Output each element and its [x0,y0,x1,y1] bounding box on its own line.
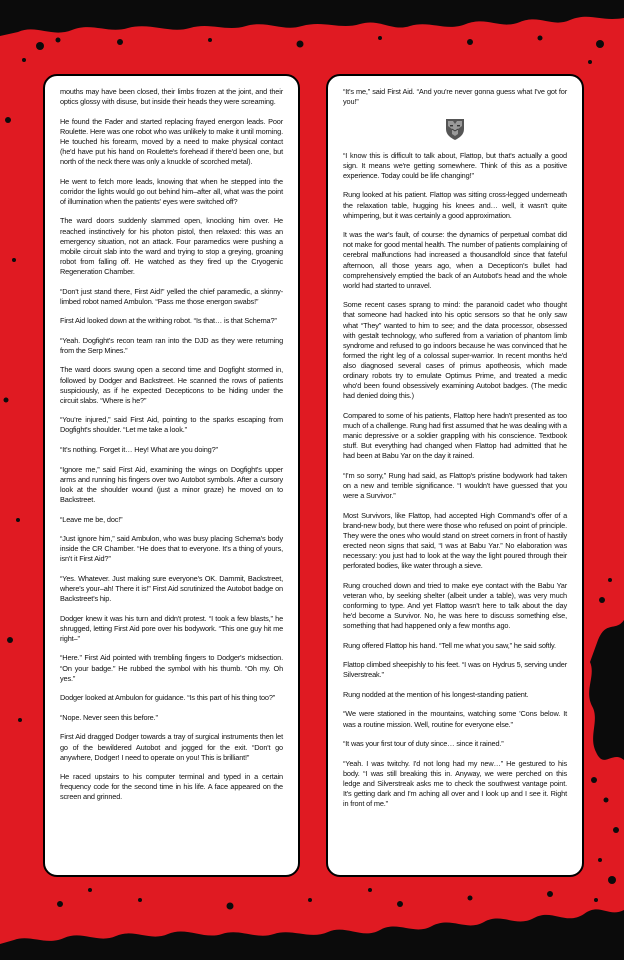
paragraph: “Just ignore him,” said Ambulon, who was busy placing Schema's body inside the CR Chamber. “He does that to everyone. It's a thing of yours, isn't it First Aid?” [60,534,283,564]
paragraph: “I know this is difficult to talk about, Flattop, but that's actually a good sign. It means we're getting somewhere. Think of this as a positive experience. Today could be life changing!” [343,150,567,180]
paragraph: “You're injured,” said First Aid, pointing to the sparks escaping from Dogfight's shoulder. “Let me take a look.” [60,415,283,435]
paragraph: First Aid looked down at the writhing robot. “Is that… is that Schema?” [60,316,277,326]
paragraph: Flattop climbed sheepishly to his feet. “I was on Hydrus 5, serving under Silverstreak.” [343,660,567,680]
paragraph: “It's nothing. Forget it… Hey! What are you doing?” [60,445,218,455]
paragraph: He went to fetch more leads, knowing that when he stepped into the corridor the lights would go out behind him–after all, what was the point of illumination when the patients' eyes were switched off? [60,176,283,206]
paragraph: He found the Fader and started replacing frayed energon leads. Poor Roulette. Here was one robot who was unlikely to make it until morning. He touched his forearm, moved by a need to make physical contact (he'd have put his hand on Roulette's forehead if there'd been one, but north of the neck there was only a knuckle of scorched metal). [60,116,283,167]
left-text-column [43,74,300,877]
paragraph: It was the war's fault, of course: the dynamics of perpetual combat did not make for good mental health. The number of patients complaining of cerebral malfunctions had increased a thousandfold since that fateful afternoon, all those years ago, when a Decepticon's bullet had comprehensively emptied the back of an Autobot's head and the whole world had started to unravel. [343,230,567,290]
paragraph: Dodger knew it was his turn and didn't protest. “I took a few blasts,” he shrugged, letting First Aid pore over his bodywork. “This one guy hit me right–” [60,613,283,643]
paragraph: Compared to some of his patients, Flattop here hadn't presented as too much of a challenge. Rung had first assumed that he was dealing with a manic depressive or a soldier grappling with his conscience. Textbook stuff. But everything had changed when Flattop had admitted that he had been at Babu Yar on the day it rained. [343,410,567,461]
paragraph: “I'm so sorry,” Rung had said, as Flattop's pristine bodywork had taken on a new and terrible significance. “I wouldn't have guessed that you were a Survivor.” [343,470,567,500]
paragraph: The ward doors suddenly slammed open, knocking him over. He reached instinctively for his photon pistol, then relaxed: this was an emergency situation, not an attack. Four paramedics were pushing a mobile circuit slab into the ward and trying to stop a greying, groaning robot from falling off. He watched as they fired up the Cryogenic Regeneration Chamber. [60,216,283,276]
paragraph: “Yeah. I was twitchy. I'd not long had my new…” He gestured to his body. “I was still breaking this in. Anyway, we were perched on this ledge and Silverstreak asks me to check the southwest vantage point. It's getting dark and I'm aching all over and I look up and I see it. Right in front of me.” [343,758,567,809]
autobot-insignia-icon [444,117,466,141]
paragraph: Rung offered Flattop his hand. “Tell me what you saw,” he said softly. [343,640,556,650]
paragraph: “Leave me be, doc!” [60,514,123,524]
paragraph: “It's me,” said First Aid. “And you're never gonna guess what I've got for you!” [343,87,567,107]
paragraph: First Aid dragged Dodger towards a tray of surgical instruments then let go of the bewildered Autobot and jogged for the exit. “Don't go anywhere, Dodger! I need to operate on you! This is brilliant!” [60,732,283,762]
right-text-column [326,74,584,877]
paragraph: “Here.” First Aid pointed with trembling fingers to Dodger's midsection. “On your badge.” He rubbed the symbol with his thumb. “Oh my. Oh yes.” [60,653,283,683]
paragraph: He raced upstairs to his computer terminal and typed in a certain frequency code for the second time in his life. A face appeared on the screen and grinned. [60,772,283,802]
paragraph: “Nope. Never seen this before.” [60,712,158,722]
paragraph: “Yes. Whatever. Just making sure everyone's OK. Dammit, Backstreet, where's your–ah! There it is!” First Aid scrutinized the Autobot badge on Backstreet's hip. [60,573,283,604]
paragraph: “We were stationed in the mountains, watching some 'Cons below. It was a routine mission. Well, routine for everyone else.” [343,709,567,729]
paragraph: “Yeah. Dogfight's recon team ran into the DJD as they were returning from the Serp Mines.” [60,335,283,355]
paragraph: Some recent cases sprang to mind: the paranoid cadet who thought that someone had hacked into his optic sensors so that he only saw what “They” wanted to him to see; and the data processor, obsessed with gestalt technology, who suffered from a variation of phantom limb syndrome and refused to go indoors because he was convinced that he formed the right leg of a colossal super-warrior. In recent months he'd also diagnosed several cases of primus apotheosis, which made ordinary robots try to emulate Optimus Prime, and treated a medic who'd been found obsessively examining Autobot badges. (The medic had denied doing this.) [343,300,567,401]
paragraph: Rung nodded at the mention of his longest-standing patient. [343,689,529,699]
paragraph: “Ignore me,” said First Aid, examining the wings on Dogfight's upper arms and running his fingers over two Autobot symbols. After a cursory look at the shoulder wound (just a minor graze) he moved on to Backstreet. [60,464,283,504]
paragraph: Most Survivors, like Flattop, had accepted High Command's offer of a brand-new body, but there were those who refused on point of principle. They were the ones who would stand on street corners in front of hastily erected neon signs that said, “I was at Babu Yar.” No elaboration was necessary: you just had to look at the way the light poured through their perforated bodies, like water through a sieve. [343,510,567,570]
paragraph: “Don't just stand there, First Aid!” yelled the chief paramedic, a skinny-limbed robot named Ambulon. “Pass me those energon swabs!” [60,286,283,306]
paragraph: mouths may have been closed, their limbs frozen at the joint, and their optics glossy with disuse, but inside their heads they were screaming. [60,87,283,107]
paragraph: Rung looked at his patient. Flattop was sitting cross-legged underneath the relaxation table, hugging his knees and… well, it wasn't quite whimpering, but it was certainly a good approximation. [343,190,567,220]
paragraph: The ward doors swung open a second time and Dogfight stormed in, followed by Dodger and Backstreet. He scanned the rows of patients suspiciously, as if he expected Decepticons to be hiding under the circuit slabs. “Where is he?” [60,365,283,405]
paragraph: Dodger looked at Ambulon for guidance. “Is this part of his thing too?” [60,693,276,703]
paragraph: “It was your first tour of duty since… since it rained.” [343,739,504,749]
paragraph: Rung crouched down and tried to make eye contact with the Babu Yar veteran who, by seeking shelter (albeit under a table), was very much conforming to type. And yet Flattop wasn't here to talk about the day he'd become a Survivor. No, he was here to discuss something else, something that had happened only a few months ago. [343,580,567,630]
